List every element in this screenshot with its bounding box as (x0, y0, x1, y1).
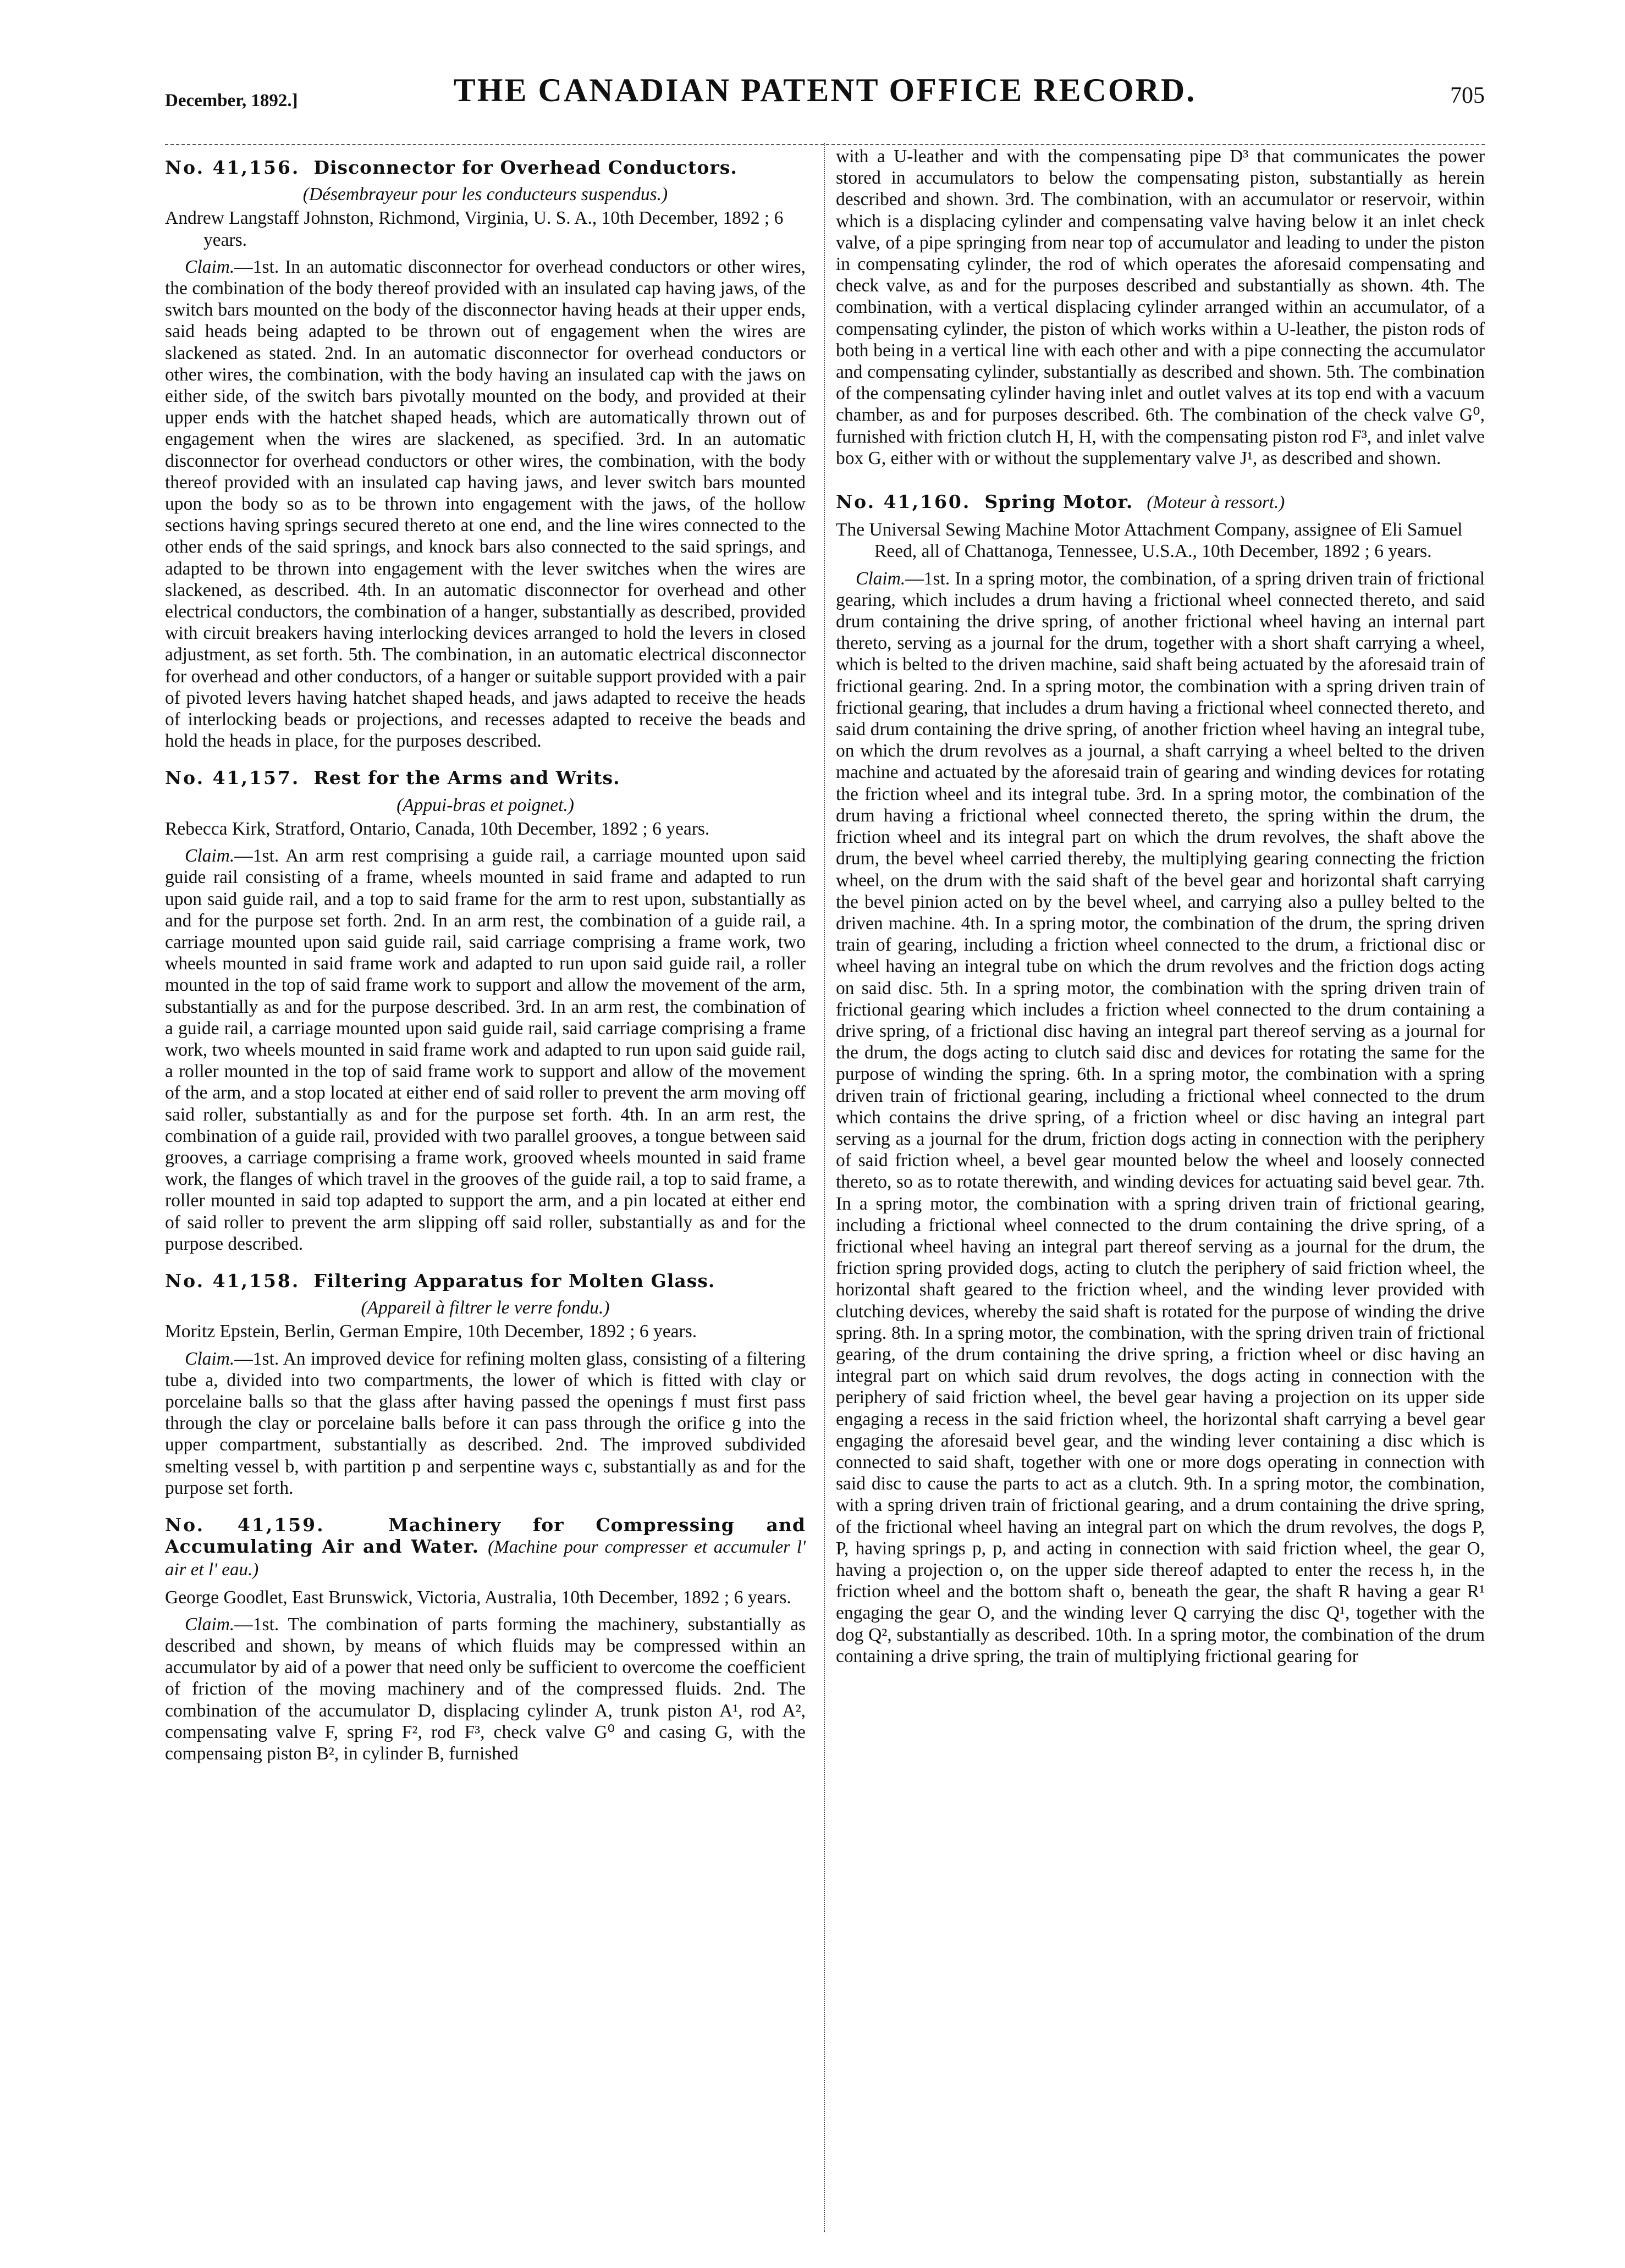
patent-french-title: (Désembrayeur pour les conducteurs suspendus.) (302, 184, 668, 205)
patent-heading (165, 767, 806, 788)
patent-entry-41156 (165, 157, 806, 752)
patent-heading (836, 491, 1485, 514)
claim-label: Claim. (856, 568, 906, 589)
claim-text: —1st. In a spring motor, the combination, of a spring driven train of frictional gearing, which includes a drum having a frictional wheel connected thereto, and said drum containing the drive spring, of another frictional wheel having an internal part thereto, serving as a journal for the drum, together with a short shaft carrying a wheel, which is belted to the driven machine, said shaft being actuated by the aforesaid train of frictional gearing. 2nd. In a spring motor, the combination with a spring driven train of frictional gearing, that includes a drum having a frictional wheel connected thereto, and said drum containing the drive spring, of another friction wheel having an integral tube, on which the drum revolves as a journal, a shaft carrying a wheel belted to the driven machine and actuated by the aforesaid train of gearing and winding devices for rotating the friction wheel and its integral tube. 3rd. In a spring motor, the combination of the drum having a frictional wheel connected thereto, the spring within the drum, the friction wheel and its integral part on which the drum revolves, the shaft above the drum, the bevel wheel carried thereby, the multiplying gearing connecting the friction wheel, on the drum with the said shaft of the bevel gear and horizontal shaft carrying the bevel pinion acted on by the bevel wheel, and carrying also a pulley belted to the driven machine. 4th. In a spring motor, the combination of the drum, the spring driven train of gearing, including a friction wheel connected to the drum, a frictional disc or wheel having an integral tube on which the drum revolves and the friction dogs acting on said disc. 5th. In a spring motor, the combination with the spring driven train of frictional gearing which includes a friction wheel connected to the drum containing a drive spring, of a frictional disc having an integral part thereof serving as a journal for the drum, the dogs acting to clutch said disc and devices for rotating the same for the purpose of winding the spring. 6th. In a spring motor, the combination with a spring driven train of frictional gearing, including a frictional wheel connected to the drum which contains the drive spring, of a friction wheel or disc having an integral part serving as a journal for the drum, friction dogs acting in connection with the periphery of said friction wheel, a bevel gear mounted below the wheel and loosely connected thereto, so as to rotate therewith, and winding devices for actuating said bevel gear. 7th. In a spring motor, the combination with a spring driven train of frictional gearing, including a frictional wheel connected to the drum containing the drive spring, of a frictional wheel having an integral part thereof serving as a journal for the drum, the friction spring provided dogs, acting to clutch the periphery of said friction wheel, the horizontal shaft geared to the friction wheel, and the winding lever provided with clutching devices, whereby the said shaft is rotated for the purpose of winding the drive spring. 8th. In a spring motor, the combination, with the spring driven train of frictional gearing, of the drum containing the drive spring, a friction wheel or disc having an integral part on which said drum revolves, the dogs acting in connection with the periphery of said friction wheel, the bevel gear having a projection on its upper side engaging a recess in the said friction wheel, the horizontal shaft carrying a bevel gear engaging the aforesaid bevel gear, and the winding lever containing a disc which is connected to said shaft, together with one or more dogs operating in connection with said disc to cause the parts to act as a clutch. 9th. In a spring motor, the combination, with a spring driven train of frictional gearing, and a drum containing the drive spring, of the frictional wheel having an integral part on which the drum revolves, the dogs P, P, having springs p, p, and acting in connection with said friction wheel, the gear O, having a projection o, on the upper side thereof adapted to enter the recess h, in the friction wheel and the bottom shaft o, beneath the gear, the shaft R having a gear R¹ engaging the gear O, and the winding lever Q carrying the disc Q¹, together with the dog Q², substantially as described. 10th. In a spring motor, the combination of the drum containing a drive spring, the train of multiplying frictional gearing for (836, 568, 1485, 1666)
page-number: 705 (1450, 83, 1485, 108)
patent-number: No. 41,160. (836, 491, 971, 513)
patent-heading (165, 1514, 806, 1581)
patent-heading (165, 1270, 806, 1292)
patent-claim (165, 256, 806, 752)
page-header (165, 71, 1485, 121)
claim-text: —1st. In an automatic disconnector for overhead conductors or other wires, the combination of the body thereof provided with an insulated cap having jaws, of the switch bars mounted on the body of the disconnector having heads at their upper ends, said heads being adapted to be thrown out of engagement when the wires are slackened as stated. 2nd. In an automatic disconnector for overhead conductors or other wires, the combination, with the body having an insulated cap with the jaws on either side, of the switch bars pivotally mounted on the body, and provided at their upper ends with the hatchet shaped heads, which are automatically thrown out of engagement when the wires are slackened, as specified. 3rd. In an automatic disconnector for overhead conductors or other wires, the combination, with the body thereof provided with an insulated cap having jaws, and lever switch bars mounted upon the body so as to be thrown into engagement with the jaws, of the hollow sections having springs secured thereto at one end, and the line wires connected to the other ends of the said springs, and knock bars also connected to the said springs, and adapted to be thrown into engagement with the lever switches when the wires are slackened, as described. 4th. In an automatic disconnector for overhead and other electrical conductors, the combination of a hanger, substantially as described, provided with circuit breakers having interlocking devices arranged to hold the levers in closed adjustment, as set forth. 5th. The combination, in an automatic electrical disconnector for overhead and other conductors, of a hanger or suitable support provided with a pair of pivoted levers having hatchet shaped heads, and jaws adapted to receive the heads of interlocking beads or projections, and recesses adapted to receive the beads and hold the heads in place, for the purposes described. (165, 256, 806, 752)
patent-claim (165, 1348, 806, 1499)
claim-text: —1st. An arm rest comprising a guide rail, a carriage mounted upon said guide rail consisting of a frame, wheels mounted in said frame and adapted to run upon said guide rail, and a top to said frame for the arm to rest upon, substantially as and for the purpose set forth. 2nd. In an arm rest, the combination of a guide rail, a carriage mounted upon said guide rail, said carriage comprising a frame work, two wheels mounted in said frame work and adapted to run upon said guide rail, a roller mounted in the top of said frame work to support and allow the movement of the arm, substantially as and for the purpose described. 3rd. In an arm rest, the combination of a guide rail, a carriage mounted upon said guide rail, said carriage comprising a frame work, two wheels mounted in said frame work and adapted to run upon said guide rail, a roller mounted in the top of said frame work to support and allow of the movement of the arm, and a stop located at either end of said roller to prevent the arm moving off said roller, substantially as and for the purpose set forth. 4th. In an arm rest, the combination of a guide rail, provided with two parallel grooves, a tongue between said grooves, a carriage comprising a frame work, grooved wheels mounted in said frame work, the flanges of which travel in the grooves of the guide rail, a top to said frame, a roller mounted in said top adapted to support the arm, and a pin located at either end of said roller to prevent the arm slipping off said roller, substantially as and for the purpose described. (165, 846, 806, 1254)
patent-title: Disconnector for Overhead Conductors. (313, 157, 737, 178)
patent-assignee: George Goodlet, East Brunswick, Victoria, Australia, 10th December, 1892 ; 6 years. (165, 1587, 791, 1608)
claim-label: Claim. (185, 846, 235, 867)
patent-claim (165, 845, 806, 1255)
claim-label: Claim. (185, 1614, 235, 1635)
patent-french-title: (Moteur à ressort.) (1147, 493, 1285, 513)
patent-title: Filtering Apparatus for Molten Glass. (313, 1270, 715, 1292)
patent-assignee: Moritz Epstein, Berlin, German Empire, 10th December, 1892 ; 6 years. (165, 1321, 697, 1342)
patent-assignee: The Universal Sewing Machine Motor Attachment Company, assignee of Eli Samuel Reed, all of Chattanoga, Tennessee, U.S.A., 10th December, 1892 ; 6 years. (836, 520, 1463, 562)
patent-claim (836, 568, 1485, 1667)
header-date: December, 1892.] (165, 91, 298, 111)
left-column (165, 157, 806, 1780)
patent-entry-41160 (836, 491, 1485, 1667)
patent-assignee: Rebecca Kirk, Stratford, Ontario, Canada, 10th December, 1892 ; 6 years. (165, 818, 710, 839)
patent-number: No. 41,158. (165, 1270, 300, 1292)
patent-number: No. 41,156. (165, 157, 300, 178)
claim-text: —1st. The combination of parts forming the machinery, substantially as described and shown, by means of which fluids may be compressed within an accumulator by aid of a power that need only be sufficient to overcome the coefficient of friction of the moving machinery and of the compressed fluids. 2nd. The combination of the accumulator D, displacing cylinder A, trunk piston A¹, rod A², compensating valve F, spring F², rod F³, check valve G⁰ and casing G, with the compensaing piston B², in cylinder B, furnished (165, 1614, 806, 1764)
publication-title: THE CANADIAN PATENT OFFICE RECORD. (453, 72, 1197, 108)
header-divider (165, 144, 1485, 145)
patent-entry-41159 (165, 1514, 806, 1764)
claim-label: Claim. (185, 256, 235, 277)
patent-title: Machinery for Compressing and Accumulating Air and Water. (165, 1514, 806, 1558)
patent-entry-41158 (165, 1270, 806, 1499)
column-divider (824, 143, 825, 2232)
patent-french-title: (Machine pour compresser et accumuler l' air et l' eau.) (165, 1537, 806, 1580)
right-column (836, 146, 1485, 1682)
patent-french-title: (Appareil à filtrer le verre fondu.) (361, 1298, 610, 1318)
patent-title: Spring Motor. (984, 491, 1133, 513)
patent-heading (165, 157, 806, 178)
patent-french-title: (Appui-bras et poignet.) (396, 794, 574, 815)
claim-text: —1st. An improved device for refining molten glass, consisting of a filtering tube a, divided into two compartments, the lower of which is fitted with clay or porcelaine balls so that the glass after having passed the openings f must first pass through the clay or porcelaine balls before it can pass through the orifice g into the upper compartment, substantially as described. 2nd. The improved subdivided smelting vessel b, with partition p and serpentine ways c, substantially as and for the purpose set forth. (165, 1348, 806, 1498)
patent-claim (165, 1614, 806, 1764)
patent-entry-41157 (165, 767, 806, 1254)
claim-continuation: with a U-leather and with the compensating pipe D³ that communicates the power stored in accumulators to below the compensating piston, substantially as herein described and shown. 3rd. The combination, with an accumulator or reservoir, within which is a displacing cylinder and compensating valve having below it an inlet check valve, of a pipe springing from near top of accumulator and leading to under the piston in compensating cylinder, the rod of which operates the aforesaid compensating and check valve, as and for the purposes described and substantially as shown. 4th. The combination, with a vertical displacing cylinder arranged within an accumulator, of a compensating cylinder, the piston of which works within a U-leather, the piston rods of both being in a vertical line with each other and with a pipe connecting the accumulator and compensating cylinder, substantially as described and shown. 5th. The combination of the compensating cylinder having inlet and outlet valves at its top end with a vacuum chamber, as and for purposes described. 6th. The combination of the check valve G⁰, furnished with friction clutch H, H, with the compensating piston rod F³, and inlet valve box G, either with or without the supplementary valve J¹, as described and shown. (836, 146, 1485, 468)
patent-title: Rest for the Arms and Writs. (313, 767, 620, 789)
patent-assignee: Andrew Langstaff Johnston, Richmond, Virginia, U. S. A., 10th December, 1892 ; 6 years. (165, 208, 784, 250)
patent-number: No. 41,159. (165, 1514, 325, 1536)
claim-label: Claim. (185, 1348, 235, 1369)
patent-number: No. 41,157. (165, 767, 300, 789)
